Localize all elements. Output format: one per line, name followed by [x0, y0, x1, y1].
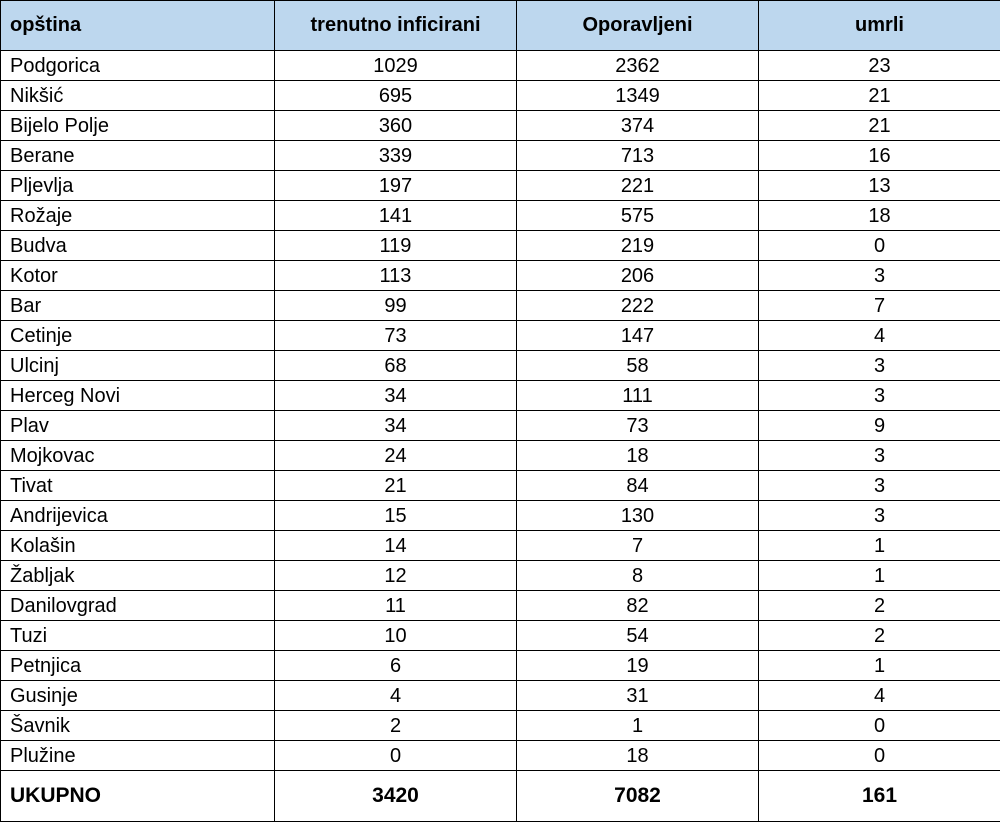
- recovered-cell: 374: [517, 111, 759, 141]
- table-row: [1, 411, 1000, 441]
- recovered-cell: 2362: [517, 51, 759, 81]
- recovered-cell: 147: [517, 321, 759, 351]
- deceased-cell: 13: [759, 171, 1000, 201]
- currently-infected-cell: 113: [275, 261, 517, 291]
- recovered-cell: 222: [517, 291, 759, 321]
- currently-infected-cell: 12: [275, 561, 517, 591]
- currently-infected-cell: 68: [275, 351, 517, 381]
- total-currently-infected: 3420: [275, 771, 517, 822]
- deceased-cell: 18: [759, 201, 1000, 231]
- table-row: [1, 261, 1000, 291]
- deceased-cell: 4: [759, 681, 1000, 711]
- recovered-cell: 18: [517, 441, 759, 471]
- table-row: [1, 711, 1000, 741]
- currently-infected-cell: 99: [275, 291, 517, 321]
- deceased-cell: 4: [759, 321, 1000, 351]
- table-row: [1, 111, 1000, 141]
- table-row: [1, 381, 1000, 411]
- deceased-cell: 3: [759, 261, 1000, 291]
- municipality-cell: Nikšić: [1, 81, 275, 111]
- total-label: UKUPNO: [1, 771, 275, 822]
- municipality-cell: Berane: [1, 141, 275, 171]
- deceased-cell: 16: [759, 141, 1000, 171]
- deceased-cell: 3: [759, 441, 1000, 471]
- currently-infected-cell: 10: [275, 621, 517, 651]
- recovered-cell: 19: [517, 651, 759, 681]
- municipality-cell: Ulcinj: [1, 351, 275, 381]
- total-recovered: 7082: [517, 771, 759, 822]
- municipality-cell: Herceg Novi: [1, 381, 275, 411]
- recovered-cell: 206: [517, 261, 759, 291]
- recovered-cell: 1349: [517, 81, 759, 111]
- deceased-cell: 21: [759, 81, 1000, 111]
- deceased-cell: 1: [759, 531, 1000, 561]
- deceased-cell: 3: [759, 471, 1000, 501]
- municipality-cell: Plav: [1, 411, 275, 441]
- recovered-cell: 82: [517, 591, 759, 621]
- recovered-cell: 221: [517, 171, 759, 201]
- recovered-cell: 84: [517, 471, 759, 501]
- currently-infected-cell: 11: [275, 591, 517, 621]
- currently-infected-cell: 14: [275, 531, 517, 561]
- deceased-cell: 1: [759, 561, 1000, 591]
- recovered-cell: 1: [517, 711, 759, 741]
- recovered-cell: 575: [517, 201, 759, 231]
- municipality-cell: Petnjica: [1, 651, 275, 681]
- currently-infected-cell: 73: [275, 321, 517, 351]
- total-deceased: 161: [759, 771, 1000, 822]
- recovered-cell: 8: [517, 561, 759, 591]
- municipality-cell: Podgorica: [1, 51, 275, 81]
- table-row: [1, 291, 1000, 321]
- municipality-cell: Kotor: [1, 261, 275, 291]
- header-municipality: opština: [1, 1, 275, 51]
- total-row: [1, 771, 1000, 822]
- recovered-cell: 111: [517, 381, 759, 411]
- recovered-cell: 18: [517, 741, 759, 771]
- currently-infected-cell: 34: [275, 381, 517, 411]
- currently-infected-cell: 360: [275, 111, 517, 141]
- currently-infected-cell: 1029: [275, 51, 517, 81]
- table-row: [1, 531, 1000, 561]
- deceased-cell: 1: [759, 651, 1000, 681]
- municipality-cell: Šavnik: [1, 711, 275, 741]
- municipality-cell: Bijelo Polje: [1, 111, 275, 141]
- currently-infected-cell: 119: [275, 231, 517, 261]
- municipality-cell: Tivat: [1, 471, 275, 501]
- currently-infected-cell: 24: [275, 441, 517, 471]
- currently-infected-cell: 6: [275, 651, 517, 681]
- deceased-cell: 21: [759, 111, 1000, 141]
- currently-infected-cell: 21: [275, 471, 517, 501]
- recovered-cell: 7: [517, 531, 759, 561]
- table-row: [1, 141, 1000, 171]
- table-row: [1, 651, 1000, 681]
- currently-infected-cell: 0: [275, 741, 517, 771]
- municipality-cell: Mojkovac: [1, 441, 275, 471]
- table-row: [1, 591, 1000, 621]
- recovered-cell: 219: [517, 231, 759, 261]
- header-recovered: Oporavljeni: [517, 1, 759, 51]
- recovered-cell: 130: [517, 501, 759, 531]
- currently-infected-cell: 15: [275, 501, 517, 531]
- table-header: [1, 1, 1000, 51]
- deceased-cell: 0: [759, 231, 1000, 261]
- table-row: [1, 441, 1000, 471]
- table-row: [1, 51, 1000, 81]
- municipality-cell: Danilovgrad: [1, 591, 275, 621]
- deceased-cell: 2: [759, 621, 1000, 651]
- deceased-cell: 0: [759, 741, 1000, 771]
- currently-infected-cell: 695: [275, 81, 517, 111]
- header-currently-infected: trenutno inficirani: [275, 1, 517, 51]
- table-row: [1, 561, 1000, 591]
- header-deceased: umrli: [759, 1, 1000, 51]
- table-row: [1, 501, 1000, 531]
- table-row: [1, 81, 1000, 111]
- municipality-cell: Tuzi: [1, 621, 275, 651]
- table-row: [1, 621, 1000, 651]
- currently-infected-cell: 34: [275, 411, 517, 441]
- table-row: [1, 351, 1000, 381]
- table-body: [1, 51, 1000, 771]
- municipality-cell: Bar: [1, 291, 275, 321]
- municipality-cell: Plužine: [1, 741, 275, 771]
- recovered-cell: 713: [517, 141, 759, 171]
- currently-infected-cell: 2: [275, 711, 517, 741]
- municipality-cell: Kolašin: [1, 531, 275, 561]
- currently-infected-cell: 4: [275, 681, 517, 711]
- deceased-cell: 0: [759, 711, 1000, 741]
- municipality-cell: Žabljak: [1, 561, 275, 591]
- municipality-cell: Andrijevica: [1, 501, 275, 531]
- table-row: [1, 321, 1000, 351]
- table-row: [1, 171, 1000, 201]
- table-row: [1, 201, 1000, 231]
- header-row: [1, 1, 1000, 51]
- currently-infected-cell: 339: [275, 141, 517, 171]
- deceased-cell: 7: [759, 291, 1000, 321]
- municipality-cell: Cetinje: [1, 321, 275, 351]
- table-row: [1, 471, 1000, 501]
- recovered-cell: 73: [517, 411, 759, 441]
- table-footer: [1, 771, 1000, 822]
- deceased-cell: 23: [759, 51, 1000, 81]
- deceased-cell: 2: [759, 591, 1000, 621]
- deceased-cell: 9: [759, 411, 1000, 441]
- deceased-cell: 3: [759, 381, 1000, 411]
- table-row: [1, 681, 1000, 711]
- currently-infected-cell: 141: [275, 201, 517, 231]
- table-row: [1, 741, 1000, 771]
- recovered-cell: 31: [517, 681, 759, 711]
- deceased-cell: 3: [759, 351, 1000, 381]
- municipality-cell: Gusinje: [1, 681, 275, 711]
- municipality-cell: Pljevlja: [1, 171, 275, 201]
- table-row: [1, 231, 1000, 261]
- recovered-cell: 58: [517, 351, 759, 381]
- recovered-cell: 54: [517, 621, 759, 651]
- currently-infected-cell: 197: [275, 171, 517, 201]
- municipality-cell: Rožaje: [1, 201, 275, 231]
- deceased-cell: 3: [759, 501, 1000, 531]
- municipality-cell: Budva: [1, 231, 275, 261]
